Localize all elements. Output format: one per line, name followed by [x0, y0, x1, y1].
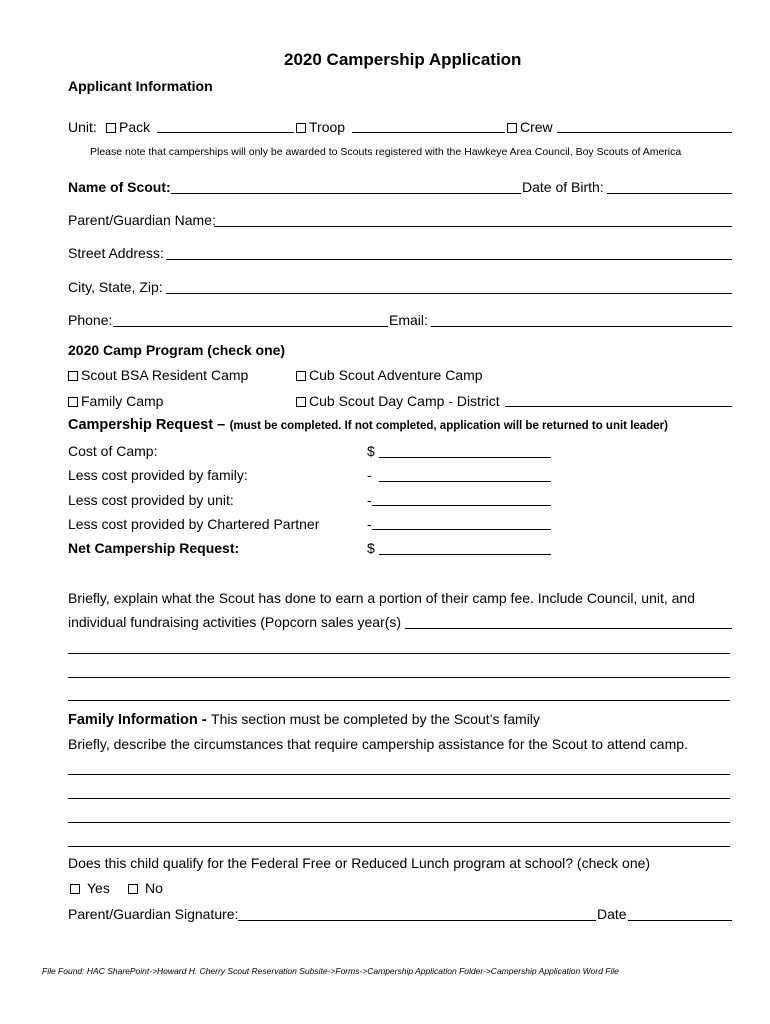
troop-number-field[interactable] [352, 132, 505, 133]
family-camp-checkbox[interactable] [68, 397, 78, 407]
troop-checkbox[interactable] [296, 123, 306, 133]
city-field[interactable] [166, 293, 732, 294]
family-answer-line-3[interactable] [68, 822, 730, 823]
lunch-no-checkbox[interactable] [128, 884, 138, 894]
parent-name-field[interactable] [214, 226, 732, 227]
date-label: Date [597, 906, 627, 922]
file-location-footer: File Found: HAC SharePoint->Howard H. Cherry Scout Reservation Subsite->Forms->Campership Application Folder->Campership Application Word File [42, 966, 619, 976]
family-cost-field[interactable] [379, 481, 551, 482]
signature-label: Parent/Guardian Signature: [68, 906, 239, 922]
family-heading-row [68, 711, 540, 729]
lunch-no-label: No [145, 880, 163, 896]
cost-of-camp-field[interactable] [379, 457, 551, 458]
family-answer-line-1[interactable] [68, 774, 730, 775]
family-camp-label: Family Camp [81, 393, 164, 409]
dob-label: Date of Birth: [522, 179, 604, 195]
crew-label: Crew [520, 119, 553, 135]
unit-cost-prefix: - [367, 492, 372, 508]
page-title: 2020 Campership Application [284, 50, 522, 69]
family-cost-prefix: - [367, 467, 372, 483]
explain-answer-line-3[interactable] [68, 700, 730, 701]
family-answer-line-2[interactable] [68, 798, 730, 799]
applicant-heading: Applicant Information [68, 78, 213, 94]
partner-cost-label: Less cost provided by Chartered Partner [68, 516, 320, 532]
pack-option[interactable] [106, 119, 150, 135]
lunch-yes-option[interactable] [70, 880, 110, 896]
email-label: Email: [389, 312, 428, 328]
phone-label: Phone: [68, 312, 113, 328]
street-label: Street Address: [68, 245, 164, 261]
request-note: (must be completed. If not completed, application will be returned to unit leader) [229, 420, 668, 432]
resident-camp-option[interactable] [68, 367, 248, 383]
adventure-camp-label: Cub Scout Adventure Camp [309, 367, 483, 383]
net-request-field[interactable] [379, 554, 551, 555]
district-field[interactable] [505, 406, 732, 407]
signature-field[interactable] [238, 920, 596, 921]
popcorn-years-field[interactable] [405, 628, 732, 629]
net-request-prefix: $ [367, 540, 375, 556]
pack-label: Pack [119, 119, 151, 135]
unit-cost-label: Less cost provided by unit: [68, 492, 234, 508]
request-heading-row [68, 416, 668, 434]
troop-option[interactable] [296, 119, 345, 135]
family-answer-line-4[interactable] [68, 846, 730, 847]
partner-cost-prefix: - [367, 516, 372, 532]
family-camp-option[interactable] [68, 393, 163, 409]
unit-label: Unit: [68, 119, 97, 135]
explain-answer-line-1[interactable] [68, 653, 730, 654]
family-prompt: Briefly, describe the circumstances that require campership assistance for the Scout to attend camp. [68, 736, 688, 752]
request-heading: Campership Request – [68, 417, 226, 433]
email-field[interactable] [431, 326, 732, 327]
street-field[interactable] [166, 259, 732, 260]
family-heading-note: This section must be completed by the Scout’s family [211, 711, 540, 727]
scout-name-field[interactable] [171, 193, 521, 194]
cost-of-camp-prefix: $ [367, 443, 375, 459]
troop-label: Troop [309, 119, 346, 135]
scout-name-label: Name of Scout: [68, 179, 171, 195]
explain-answer-line-2[interactable] [68, 677, 730, 678]
lunch-no-option[interactable] [128, 880, 163, 896]
crew-checkbox[interactable] [507, 123, 517, 133]
lunch-yes-label: Yes [87, 880, 110, 896]
net-request-label: Net Campership Request: [68, 540, 240, 556]
city-label: City, State, Zip: [68, 279, 163, 295]
explain-line-1: Briefly, explain what the Scout has done to earn a portion of their camp fee. Include Council, unit, and [68, 590, 696, 606]
date-field[interactable] [628, 920, 732, 921]
unit-cost-field[interactable] [372, 505, 551, 506]
lunch-question: Does this child qualify for the Federal Free or Reduced Lunch program at school? (check one) [68, 855, 651, 871]
day-camp-label: Cub Scout Day Camp - District [309, 393, 500, 409]
family-cost-label: Less cost provided by family: [68, 467, 248, 483]
dob-field[interactable] [607, 193, 732, 194]
lunch-yes-checkbox[interactable] [70, 884, 80, 894]
day-camp-option[interactable] [296, 393, 500, 409]
crew-number-field[interactable] [557, 132, 732, 133]
day-camp-checkbox[interactable] [296, 397, 306, 407]
cost-of-camp-label: Cost of Camp: [68, 443, 158, 459]
crew-option[interactable] [507, 119, 553, 135]
pack-number-field[interactable] [157, 132, 294, 133]
pack-checkbox[interactable] [106, 123, 116, 133]
adventure-camp-checkbox[interactable] [296, 371, 306, 381]
partner-cost-field[interactable] [372, 529, 551, 530]
explain-line-2: individual fundraising activities (Popcorn sales year(s) [68, 614, 402, 630]
phone-field[interactable] [113, 326, 388, 327]
registration-note: Please note that camperships will only be awarded to Scouts registered with the Hawkeye Area Council, Boy Scouts of America [90, 146, 682, 158]
resident-camp-label: Scout BSA Resident Camp [81, 367, 249, 383]
resident-camp-checkbox[interactable] [68, 371, 78, 381]
adventure-camp-option[interactable] [296, 367, 483, 383]
program-heading: 2020 Camp Program (check one) [68, 342, 286, 358]
family-heading: Family Information - [68, 712, 207, 728]
parent-name-label: Parent/Guardian Name: [68, 212, 216, 228]
